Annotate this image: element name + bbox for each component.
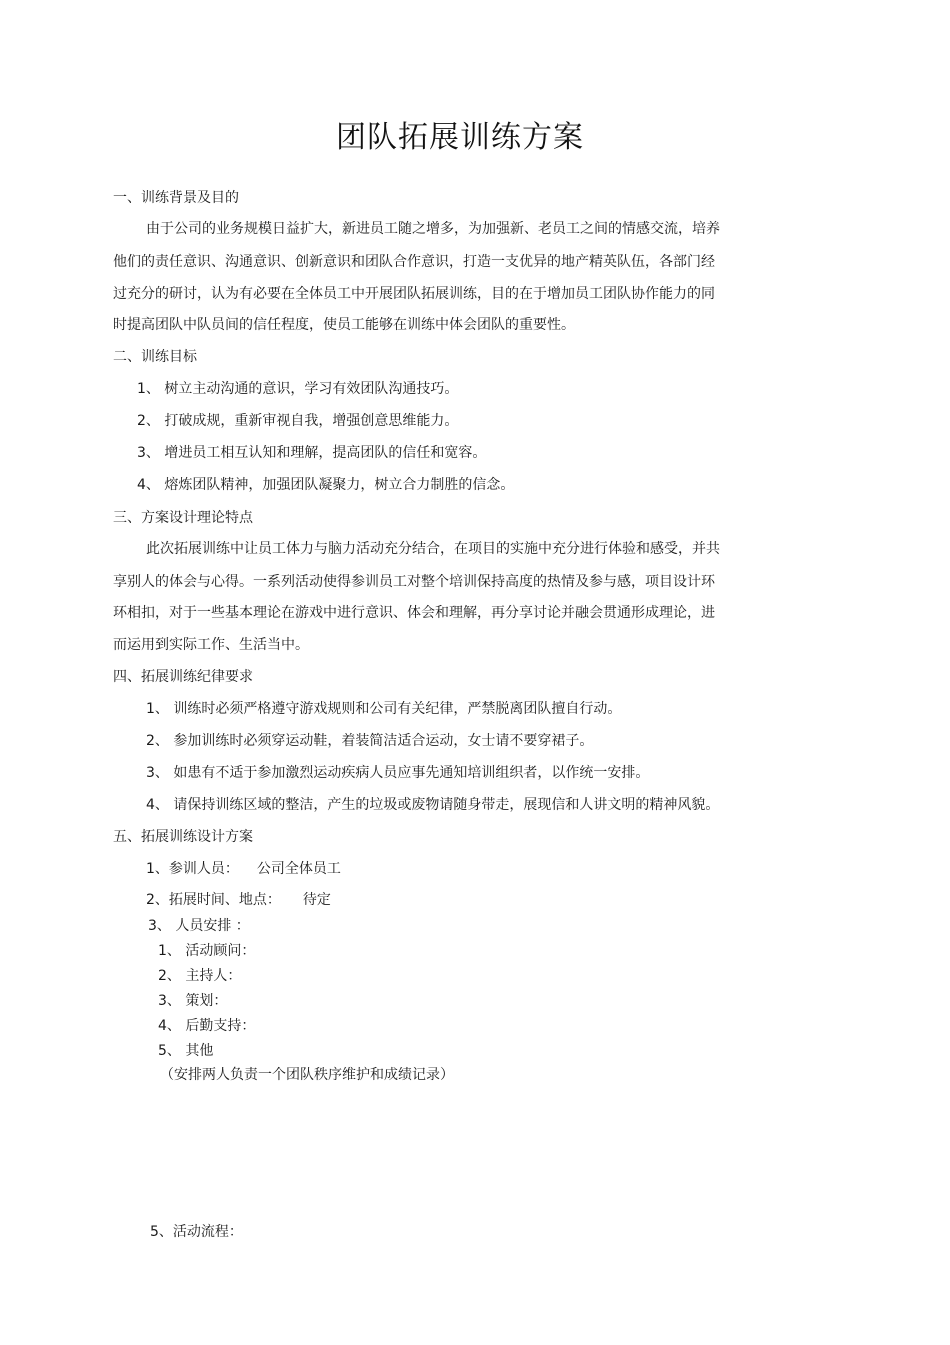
list-item: 1、 树立主动沟通的意识，学习有效团队沟通技巧。 [137, 381, 459, 397]
paragraph-line: 过充分的研讨，认为有必要在全体员工中开展团队拓展训练，目的在于增加员工团队协作能力的同 [113, 286, 715, 302]
staff-item: 1、 活动顾问： [158, 943, 256, 959]
paragraph-line: 享别人的体会与心得。一系列活动使得参训员工对整个培训保持高度的热情及参与感，项目设计环 [113, 574, 715, 590]
document-title: 团队拓展训练方案 [336, 120, 584, 155]
paragraph-line: 他们的责任意识、沟通意识、创新意识和团队合作意识，打造一支优异的地产精英队伍，各部门经 [113, 254, 715, 270]
staff-item: 4、 后勤支持： [158, 1018, 256, 1034]
participants-row [146, 859, 341, 879]
section-heading-theory: 三、方案设计理论特点 [113, 510, 253, 526]
staff-arrangement-label: 3、 人员安排 ： [148, 918, 250, 934]
participants-value: 公司全体员工 [256, 861, 341, 877]
paragraph-line: 由于公司的业务规模日益扩大，新进员工随之增多，为加强新、老员工之间的情感交流，培养 [146, 221, 720, 237]
section-heading-goals: 二、训练目标 [113, 349, 197, 365]
list-item: 4、 请保持训练区域的整洁，产生的垃圾或废物请随身带走，展现信和人讲文明的精神风貌。 [146, 797, 720, 813]
list-item: 2、 打破成规，重新审视自我，增强创意思维能力。 [137, 413, 459, 429]
paragraph-line: 时提高团队中队员间的信任程度，使员工能够在训练中体会团队的重要性。 [113, 317, 575, 333]
participants-label: 1、参训人员： [146, 861, 239, 877]
staff-note: （安排两人负责一个团队秩序维护和成绩记录） [160, 1067, 454, 1083]
list-item: 4、 熔炼团队精神，加强团队凝聚力，树立合力制胜的信念。 [137, 477, 515, 493]
list-item: 1、 训练时必须严格遵守游戏规则和公司有关纪律，严禁脱离团队擅自行动。 [146, 701, 622, 717]
activity-process-label: 5、活动流程： [150, 1224, 243, 1240]
section-heading-discipline: 四、拓展训练纪律要求 [113, 669, 253, 685]
section-heading-design: 五、拓展训练设计方案 [113, 829, 253, 845]
list-item: 3、 增进员工相互认知和理解，提高团队的信任和宽容。 [137, 445, 487, 461]
time-location-row [146, 890, 331, 910]
section-heading-background: 一、训练背景及目的 [113, 190, 239, 206]
list-item: 2、 参加训练时必须穿运动鞋，着装简洁适合运动，女士请不要穿裙子。 [146, 733, 594, 749]
paragraph-line: 而运用到实际工作、生活当中。 [113, 637, 309, 653]
staff-item: 2、 主持人： [158, 968, 242, 984]
paragraph-line: 环相扣，对于一些基本理论在游戏中进行意识、体会和理解，再分享讨论并融会贯通形成理论，进 [113, 605, 715, 621]
staff-item: 5、 其他 [158, 1043, 214, 1059]
list-item: 3、 如患有不适于参加激烈运动疾病人员应事先通知培训组织者，以作统一安排。 [146, 765, 650, 781]
paragraph-line: 此次拓展训练中让员工体力与脑力活动充分结合，在项目的实施中充分进行体验和感受，并共 [146, 541, 720, 557]
staff-item: 3、 策划： [158, 993, 228, 1009]
time-location-label: 2、拓展时间、地点： [146, 892, 281, 908]
time-location-value: 待定 [302, 892, 331, 908]
